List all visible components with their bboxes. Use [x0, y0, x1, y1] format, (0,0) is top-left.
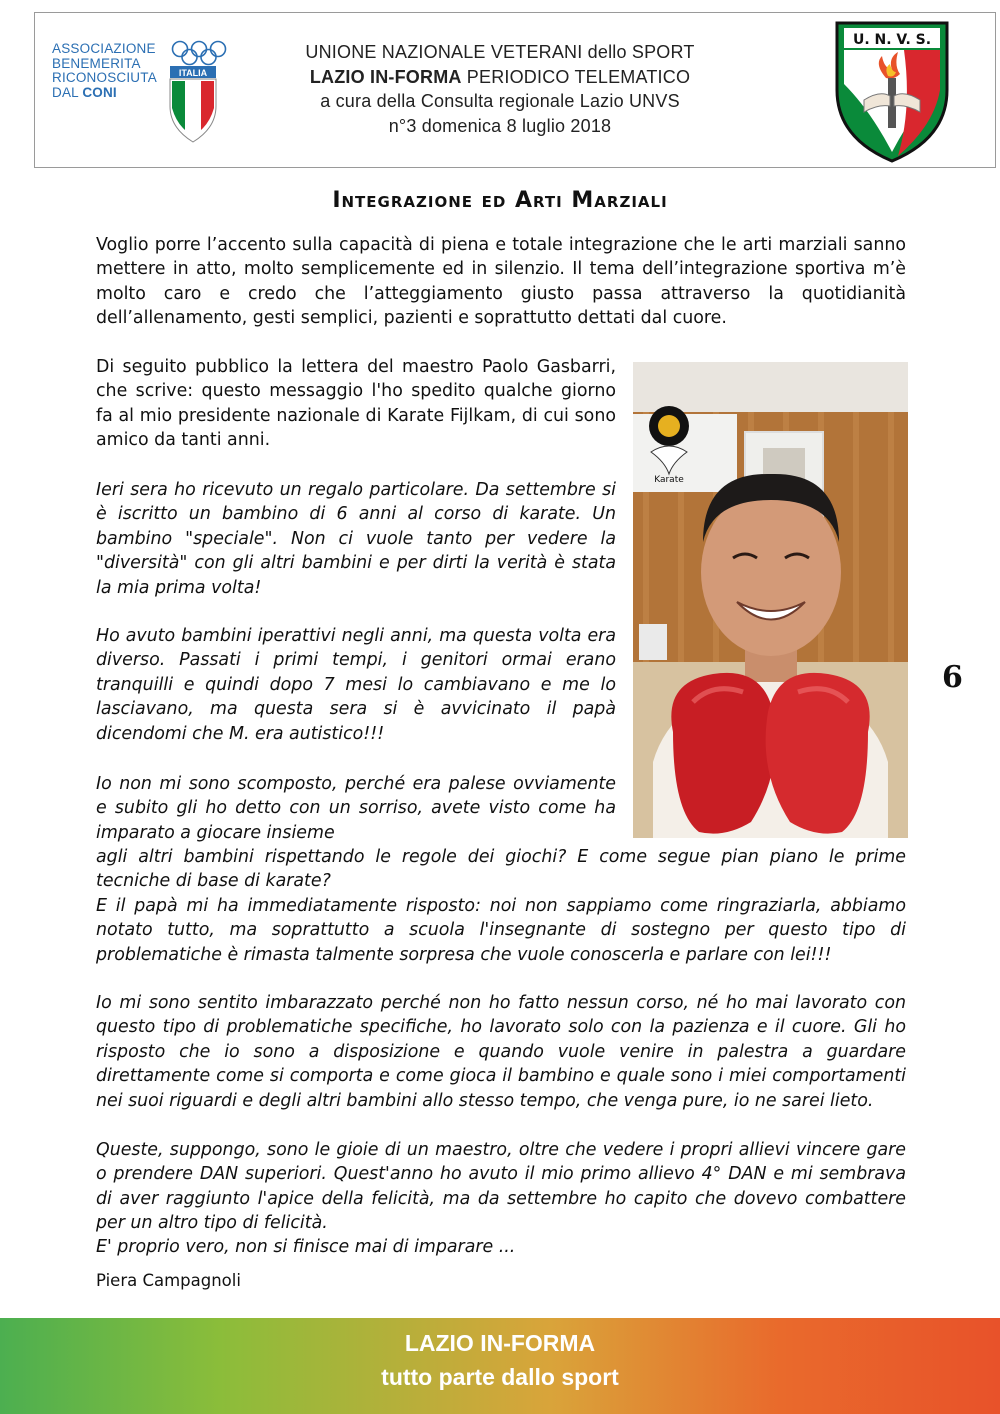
author-signature: Piera Campagnoli — [96, 1271, 241, 1290]
coni-line: RICONOSCIUTA — [52, 70, 157, 85]
page-number: 6 — [942, 660, 963, 695]
footer-title: LAZIO IN-FORMA — [404, 1330, 596, 1356]
coni-line: ASSOCIAZIONE — [52, 41, 156, 56]
letter-closing: E' proprio vero, non si finisce mai di imparare ... — [96, 1237, 516, 1257]
article-title: Integrazione ed Arti Marziali — [332, 188, 668, 213]
svg-text:Karate: Karate — [654, 475, 684, 485]
footer-banner — [0, 1318, 1000, 1414]
footer-subtitle: tutto parte dallo sport — [381, 1364, 619, 1390]
masthead-line-4: n°3 domenica 8 luglio 2018 — [388, 115, 612, 136]
masthead-text — [260, 40, 740, 138]
coni-line: BENEMERITA — [52, 55, 141, 71]
masthead-line-1: UNIONE NAZIONALE VETERANI dello SPORT — [305, 42, 695, 62]
coni-line: DAL CONI — [52, 84, 117, 100]
coni-association-text — [52, 42, 172, 100]
masthead-line-3: a cura della Consulta regionale Lazio UNVS — [320, 91, 680, 111]
letter-paragraph-3a: Io non mi sono scomposto, perché era palese ovviamente e subito gli ho detto con un sorriso, avete visto come ha imparato a giocare insieme — [96, 774, 616, 843]
masthead-line-2: LAZIO IN-FORMA PERIODICO TELEMATICO — [309, 66, 691, 87]
letter-paragraph-2: Ho avuto bambini iperattivi negli anni, ma questa volta era diverso. Passati i primi tempi, i genitori ormai erano tranquilli e quindi dopo 7 mesi lo cambiavano e me lo lasciavano, ma questa sera si è avvicinato il papà dicendomi che M. era autistico!!! — [96, 626, 616, 744]
letter-paragraph-6: Queste, suppongo, sono le gioie di un maestro, oltre che vedere i propri allievi vincere gare o prendere DAN superiori. Quest'anno ho avuto il mio primo allievo 4° DAN e mi sembrava di aver raggiunto l'apice della felicità, ma da settembre ho capito che dovevo combattere per un altro tipo di felicità. — [96, 1140, 906, 1234]
svg-text:U. N. V. S.: U. N. V. S. — [852, 32, 932, 48]
letter-introduction: Di seguito pubblico la lettera del maestro Paolo Gasbarri, che scrive: questo messaggio l'ho spedito qualche giorno fa al mio presidente nazionale di Karate Fijlkam, di cui sono amico da tanti anni. — [96, 357, 616, 451]
article-intro: Voglio porre l’accento sulla capacità di piena e totale integrazione che le arti marziali sanno mettere in atto, molto semplicemente ed in silenzio. Il tema dell’integrazione sportiva m’è molto caro e credo che l’atteggiamento giusto passa attraverso la quotidianità dell’allenamento, gesti semplici, pazienti e soprattutto dettati dal cuore. — [96, 235, 906, 329]
letter-paragraph-4: E il papà mi ha immediatamente risposto: noi non sappiamo come ringraziarla, abbiamo notato tutto, ma soprattutto a scuola l'insegnante di sostegno per questo tipo di problematiche è rimasta talmente sorpresa che vuole conoscerla e parlare con lei!!! — [96, 896, 906, 965]
letter-paragraph-3b: agli altri bambini rispettando le regole dei giochi? E come segue pian piano le prime tecniche di base di karate? — [96, 847, 906, 892]
unvs-shield-logo — [834, 20, 950, 164]
italia-shield-logo — [168, 66, 218, 144]
olympic-rings-icon — [170, 40, 228, 68]
svg-text:ITALIA: ITALIA — [178, 68, 208, 78]
letter-paragraph-1: Ieri sera ho ricevuto un regalo particolare. Da settembre si è iscritto un bambino di 6 anni al corso di karate. Un bambino "speciale". Non ci vuole tanto per vedere la "diversità" con gli altri bambini e per dirti la verità è stata la mia prima volta! — [96, 480, 616, 598]
letter-paragraph-5: Io mi sono sentito imbarazzato perché non ho fatto nessun corso, né ho mai lavorato con questo tipo di problematiche specifiche, ho lavorato solo con la pazienza e il cuore. Gli ho risposto che io sono a disposizione e quando vuole venire in palestra a guardare direttamente come si comporta e come gioca il bambino e quale sono i miei comportamenti nei suoi riguardi e degli altri bambini allo stesso tempo, che venga pure, io ne sarei lieto. — [96, 993, 906, 1111]
karate-master-photo — [633, 362, 908, 838]
